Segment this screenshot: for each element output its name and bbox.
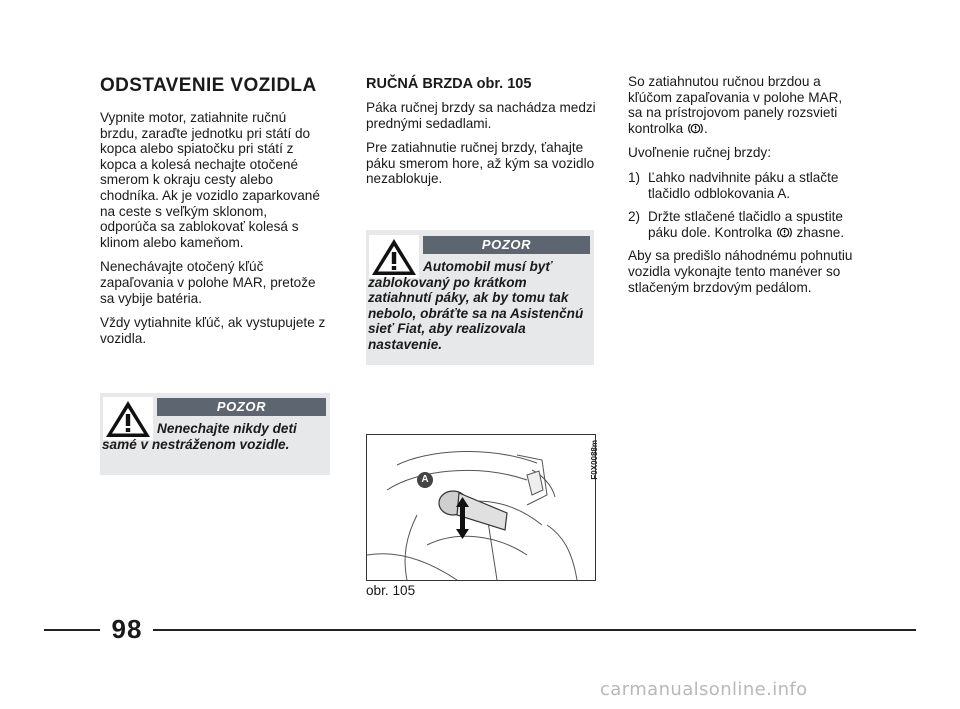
warning-label: POZOR (157, 398, 326, 416)
paragraph (628, 74, 854, 136)
middle-column (366, 74, 596, 196)
footer-rule-right (153, 629, 916, 631)
warning-text-content: Nenechajte nikdy deti samé v nestráženom vozidle. (102, 421, 297, 452)
list-number: 2) (628, 209, 641, 225)
section-title-parking: ODSTAVENIE VOZIDLA (100, 75, 317, 96)
paragraph-text: So zatiahnutou ručnou brzdou a kľúčom zapaľovania v polohe MAR, sa na prístrojovom panely rozsvieti kontrolka (628, 74, 843, 136)
footer-rule-left (44, 629, 100, 631)
warning-text (368, 259, 592, 353)
warning-label: POZOR (423, 236, 590, 254)
list-text: Držte stlačené tlačidlo a spustite páku dole. Kontrolka (648, 209, 843, 240)
handbrake-figure (366, 434, 596, 581)
list-item (628, 170, 854, 201)
section-title-handbrake: RUČNÁ BRZDA obr. 105 (366, 76, 532, 92)
watermark[interactable]: carmanualsonline.info (600, 679, 808, 700)
warning-text (102, 421, 326, 452)
list-text-end: zhasne. (796, 224, 845, 240)
right-column (628, 74, 854, 304)
warning-box-children (100, 393, 330, 475)
warning-text-content: Automobil musí byť zablokovaný po krátkom zatiahnutí páky, ak by tomu tak nebolo, obráťte sa na Asistenčnú sieť Fiat, aby realizovala nastavenie. (368, 259, 584, 352)
brake-warning-lamp-icon (777, 226, 792, 239)
list-text: Ľahko nadvihnite páku a stlačte tlačidlo odblokovania A. (648, 169, 839, 201)
paragraph: Vždy vytiahnite kľúč, ak vystupujete z vozidla. (100, 315, 326, 346)
left-column (100, 74, 326, 355)
paragraph: Uvoľnenie ručnej brzdy: (628, 145, 771, 161)
figure-caption: obr. 105 (366, 583, 416, 598)
paragraph: Pre zatiahnutie ručnej brzdy, ťahajte páku smerom hore, až kým sa vozidlo nezablokuje. (366, 140, 595, 187)
paragraph: Vypnite motor, zatiahnite ručnú brzdu, zaraďte jednotku pri státí do kopca alebo spiatočku pri státí z kopca a kolesá nechajte otočené smerom k okraju cesty alebo chodníka. Ak je vozidlo zaparkované na ceste s veľkým sklonom, odporúča sa zablokovať kolesá s klinom alebo kameňom. (100, 110, 320, 250)
brake-warning-lamp-icon (688, 122, 703, 135)
list-number: 1) (628, 169, 641, 185)
paragraph: Aby sa predišlo náhodnému pohnutiu vozidla vykonajte tento manéver so stlačeným brzdovým pedálom. (628, 248, 853, 295)
page-number: 98 (111, 614, 143, 644)
warning-box-handbrake (366, 230, 594, 365)
list-item (628, 209, 854, 240)
figure-callout-a: A (417, 472, 433, 488)
paragraph: Páka ručnej brzdy sa nachádza medzi prednými sedadlami. (366, 100, 596, 131)
figure-code: F0X0088m (590, 440, 599, 480)
paragraph-end: . (703, 120, 708, 136)
paragraph: Nenechávajte otočený kľúč zapaľovania v polohe MAR, pretože sa vybije batéria. (100, 259, 316, 306)
handbrake-illustration (367, 435, 595, 580)
